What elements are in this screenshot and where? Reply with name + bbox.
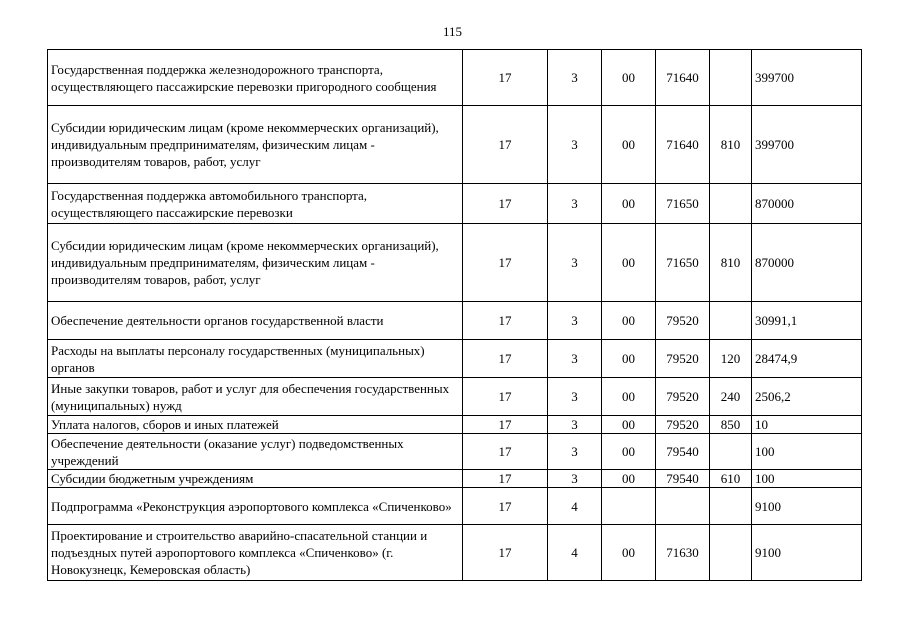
subsection-code-cell: 4 [548, 488, 602, 525]
target-code-cell: 79520 [656, 340, 710, 378]
amount-cell: 870000 [752, 184, 862, 224]
subsection-code-cell: 3 [548, 50, 602, 106]
target-code-cell: 79520 [656, 416, 710, 434]
name-cell: Уплата налогов, сборов и иных платежей [48, 416, 463, 434]
expense-type-cell: 240 [710, 378, 752, 416]
subsection-code-cell: 3 [548, 470, 602, 488]
subsection-code-cell: 3 [548, 184, 602, 224]
section-code-cell: 17 [463, 340, 548, 378]
program-code-cell: 00 [602, 340, 656, 378]
program-code-cell: 00 [602, 184, 656, 224]
section-code-cell: 17 [463, 488, 548, 525]
expense-type-cell [710, 525, 752, 581]
expense-type-cell [710, 184, 752, 224]
target-code-cell: 71630 [656, 525, 710, 581]
section-code-cell: 17 [463, 50, 548, 106]
section-code-cell: 17 [463, 106, 548, 184]
subsection-code-cell: 3 [548, 434, 602, 470]
section-code-cell: 17 [463, 184, 548, 224]
program-code-cell: 00 [602, 378, 656, 416]
program-code-cell: 00 [602, 302, 656, 340]
program-code-cell: 00 [602, 50, 656, 106]
name-cell: Расходы на выплаты персоналу государственных (муниципальных) органов [48, 340, 463, 378]
name-cell: Обеспечение деятельности (оказание услуг) подведомственных учреждений [48, 434, 463, 470]
target-code-cell: 71640 [656, 50, 710, 106]
name-cell: Подпрограмма «Реконструкция аэропортового комплекса «Спиченково» [48, 488, 463, 525]
name-cell: Проектирование и строительство аварийно-спасательной станции и подъездных путей аэропортового комплекса «Спиченково» (г. Новокузнецк, Кемеровская область) [48, 525, 463, 581]
table-row [48, 470, 862, 488]
target-code-cell: 71640 [656, 106, 710, 184]
program-code-cell: 00 [602, 416, 656, 434]
subsection-code-cell: 3 [548, 378, 602, 416]
table-row [48, 416, 862, 434]
amount-cell: 2506,2 [752, 378, 862, 416]
name-cell: Обеспечение деятельности органов государственной власти [48, 302, 463, 340]
program-code-cell [602, 488, 656, 525]
subsection-code-cell: 3 [548, 106, 602, 184]
target-code-cell [656, 488, 710, 525]
expense-type-cell: 810 [710, 106, 752, 184]
target-code-cell: 71650 [656, 184, 710, 224]
expense-type-cell: 610 [710, 470, 752, 488]
table-row [48, 378, 862, 416]
table-row [48, 434, 862, 470]
program-code-cell: 00 [602, 224, 656, 302]
amount-cell: 9100 [752, 525, 862, 581]
section-code-cell: 17 [463, 470, 548, 488]
amount-cell: 100 [752, 470, 862, 488]
section-code-cell: 17 [463, 224, 548, 302]
section-code-cell: 17 [463, 378, 548, 416]
section-code-cell: 17 [463, 434, 548, 470]
target-code-cell: 79540 [656, 470, 710, 488]
amount-cell: 399700 [752, 50, 862, 106]
amount-cell: 870000 [752, 224, 862, 302]
amount-cell: 28474,9 [752, 340, 862, 378]
subsection-code-cell: 3 [548, 416, 602, 434]
section-code-cell: 17 [463, 525, 548, 581]
name-cell: Субсидии бюджетным учреждениям [48, 470, 463, 488]
table-row [48, 488, 862, 525]
section-code-cell: 17 [463, 416, 548, 434]
budget-table [47, 49, 862, 581]
expense-type-cell: 810 [710, 224, 752, 302]
section-code-cell: 17 [463, 302, 548, 340]
table-row [48, 106, 862, 184]
amount-cell: 30991,1 [752, 302, 862, 340]
program-code-cell: 00 [602, 434, 656, 470]
expense-type-cell [710, 434, 752, 470]
name-cell: Государственная поддержка автомобильного транспорта, осуществляющего пассажирские перевозки [48, 184, 463, 224]
amount-cell: 100 [752, 434, 862, 470]
name-cell: Государственная поддержка железнодорожного транспорта, осуществляющего пассажирские перевозки пригородного сообщения [48, 50, 463, 106]
amount-cell: 10 [752, 416, 862, 434]
name-cell: Иные закупки товаров, работ и услуг для обеспечения государственных (муниципальных) нужд [48, 378, 463, 416]
page-number: 115 [442, 24, 463, 39]
table-row [48, 340, 862, 378]
table-row [48, 224, 862, 302]
expense-type-cell [710, 488, 752, 525]
subsection-code-cell: 3 [548, 224, 602, 302]
expense-type-cell: 850 [710, 416, 752, 434]
table-row [48, 184, 862, 224]
subsection-code-cell: 3 [548, 302, 602, 340]
table-row [48, 525, 862, 581]
subsection-code-cell: 3 [548, 340, 602, 378]
target-code-cell: 79540 [656, 434, 710, 470]
program-code-cell: 00 [602, 106, 656, 184]
subsection-code-cell: 4 [548, 525, 602, 581]
expense-type-cell: 120 [710, 340, 752, 378]
name-cell: Субсидии юридическим лицам (кроме некоммерческих организаций), индивидуальным предпринимателям, физическим лицам - производителям товаров, работ, услуг [48, 106, 463, 184]
amount-cell: 399700 [752, 106, 862, 184]
target-code-cell: 79520 [656, 302, 710, 340]
name-cell: Субсидии юридическим лицам (кроме некоммерческих организаций), индивидуальным предпринимателям, физическим лицам - производителям товаров, работ, услуг [48, 224, 463, 302]
target-code-cell: 79520 [656, 378, 710, 416]
program-code-cell: 00 [602, 470, 656, 488]
amount-cell: 9100 [752, 488, 862, 525]
table-row [48, 50, 862, 106]
table-row [48, 302, 862, 340]
expense-type-cell [710, 302, 752, 340]
target-code-cell: 71650 [656, 224, 710, 302]
program-code-cell: 00 [602, 525, 656, 581]
expense-type-cell [710, 50, 752, 106]
